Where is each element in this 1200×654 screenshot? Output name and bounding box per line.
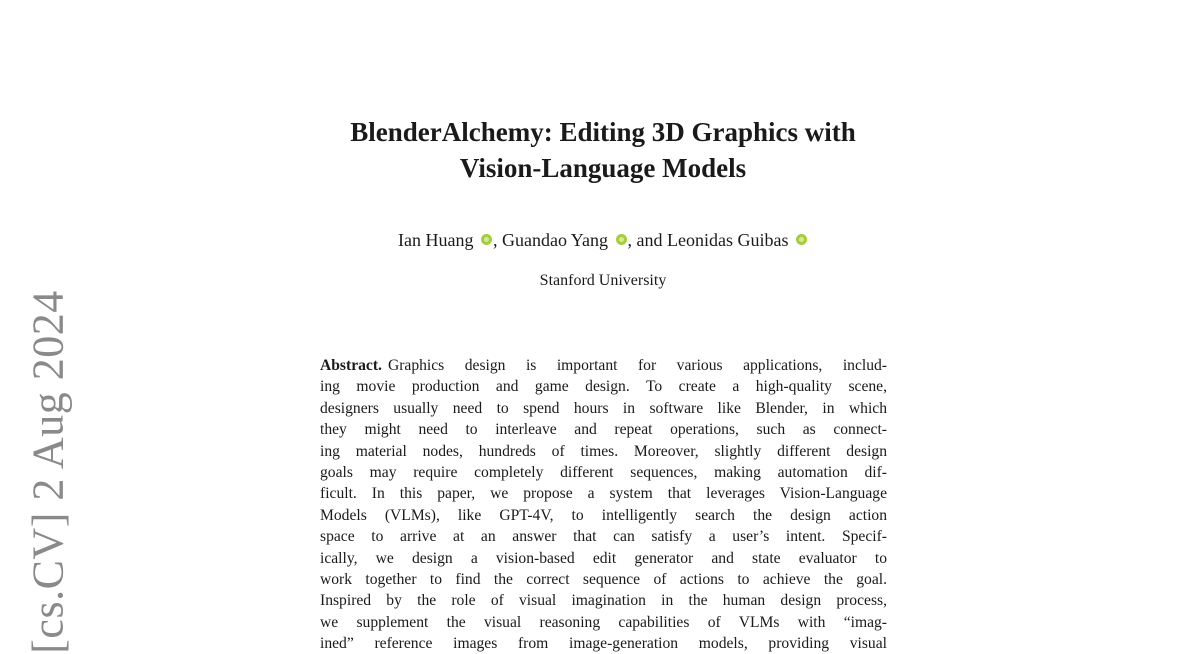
abstract-line: Abstract. Graphics design is important for various applications, includ-	[320, 357, 887, 374]
abstract-line: they might need to interleave and repeat operations, such as connect-	[320, 421, 887, 439]
abstract	[320, 355, 887, 654]
abstract-line: Models (VLMs), like GPT-4V, to intelligently search the design action	[320, 506, 887, 524]
abstract-line: goals may require completely different sequences, making automation dif-	[320, 463, 887, 481]
orcid-icon[interactable]	[616, 234, 627, 245]
abstract-line: work together to find the correct sequence of actions to achieve the goal.	[320, 570, 887, 588]
abstract-line: ined” reference images from image-generation models, providing visual	[320, 635, 887, 653]
author-name: Guandao Yang	[502, 230, 608, 250]
title-line-1: BlenderAlchemy: Editing 3D Graphics with	[350, 117, 856, 147]
abstract-line: ing movie production and game design. To create a high-quality scene,	[320, 378, 887, 396]
author-separator: ,	[493, 230, 502, 250]
author-name: Ian Huang	[398, 230, 474, 250]
abstract-line: Inspired by the role of visual imagination in the human design process,	[320, 592, 887, 610]
author-name: Leonidas Guibas	[667, 230, 789, 250]
title-line-2: Vision-Language Models	[459, 153, 747, 183]
abstract-line: space to arrive at an answer that can satisfy a user’s intent. Specif-	[320, 528, 887, 546]
orcid-icon[interactable]	[481, 234, 492, 245]
arxiv-identifier-stamp: [cs.CV] 2 Aug 2024	[23, 290, 73, 654]
author-separator: , and	[627, 230, 667, 250]
paper-title	[250, 114, 956, 186]
affiliation: Stanford University	[539, 272, 667, 289]
abstract-line: ing material nodes, hundreds of times. Moreover, slightly different design	[320, 442, 887, 460]
orcid-icon[interactable]	[796, 234, 807, 245]
abstract-line: ficult. In this paper, we propose a system that leverages Vision-Language	[320, 485, 887, 503]
abstract-label: Abstract.	[320, 357, 382, 374]
abstract-line: ically, we design a vision-based edit generator and state evaluator to	[320, 549, 887, 567]
abstract-line: designers usually need to spend hours in software like Blender, in which	[320, 399, 887, 417]
author-list	[250, 228, 956, 252]
abstract-line: we supplement the visual reasoning capabilities of VLMs with “imag-	[320, 613, 887, 631]
